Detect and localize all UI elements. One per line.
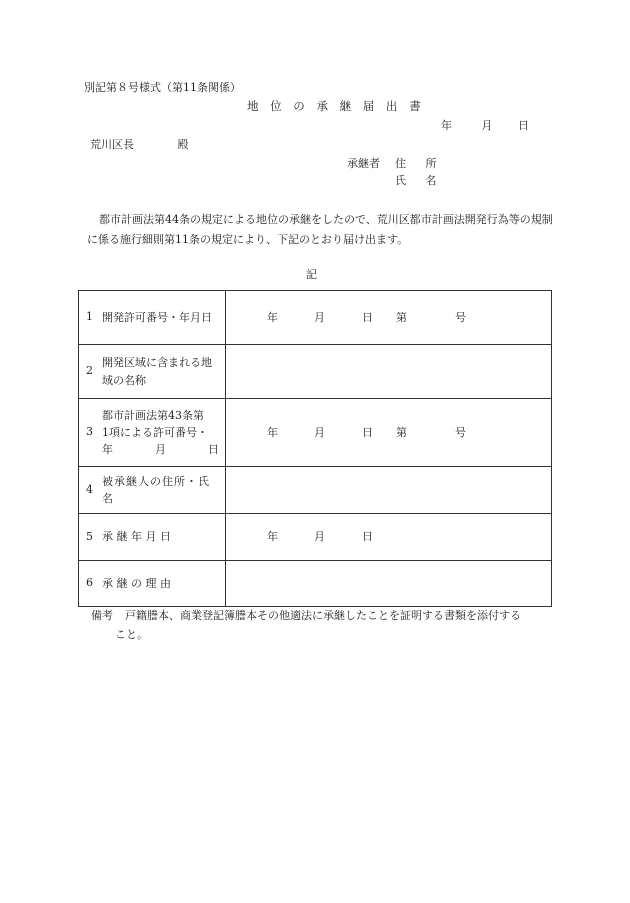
- row-label-char: 日: [208, 443, 219, 457]
- row-value-cell: [226, 561, 552, 607]
- addressee-honorific: 殿: [177, 138, 189, 151]
- value-day: 日: [362, 310, 373, 324]
- remarks-block: [91, 607, 551, 644]
- row-number: 5: [86, 529, 93, 543]
- row-label-cell: [79, 514, 226, 561]
- row-label: 開発区域に含まれる地域の名称: [102, 356, 212, 387]
- remarks-heading: 備考: [91, 609, 113, 622]
- applicant-name-label: 氏 名: [395, 173, 445, 187]
- value-month: 月: [314, 425, 325, 439]
- applicant-address-label: 住 所: [395, 157, 445, 170]
- remarks-text-continued: こと。: [115, 627, 148, 641]
- row-label-cell: [79, 561, 226, 607]
- notification-table: [78, 290, 552, 607]
- row-value-cell: [226, 467, 552, 514]
- ki-heading: 記: [306, 268, 317, 281]
- row-label-char: 承: [102, 576, 113, 590]
- row-value-cell: [226, 399, 552, 467]
- submission-date-line: [441, 118, 529, 135]
- addressee: [90, 137, 189, 154]
- value-month: 月: [314, 530, 325, 543]
- table-row: [79, 467, 552, 514]
- row-label-cell: [79, 467, 226, 514]
- row-label-char: 継: [116, 530, 128, 544]
- value-year: 年: [267, 425, 278, 439]
- value-year: 年: [267, 530, 278, 543]
- addressee-name: 荒川区長: [90, 138, 134, 151]
- value-month: 月: [314, 310, 325, 324]
- row-number: 2: [86, 364, 93, 378]
- row-value-cell: [226, 514, 552, 561]
- value-dai: 第: [396, 310, 407, 324]
- value-day: 日: [362, 425, 373, 439]
- row-number: 6: [86, 576, 93, 590]
- value-go: 号: [455, 310, 466, 324]
- table-row: [79, 291, 552, 345]
- row-number: 1: [86, 310, 93, 324]
- row-label-cell: [79, 399, 226, 467]
- value-go: 号: [455, 425, 466, 439]
- row-number: 3: [86, 425, 93, 439]
- row-number: 4: [86, 482, 93, 496]
- row-label-char: 日: [160, 530, 171, 544]
- row-label-line: 都市計画法第43条第: [102, 408, 204, 422]
- row-label: 被承継人の住所・氏 名: [102, 474, 210, 505]
- applicant-block: [347, 156, 445, 189]
- row-label-char: 継: [116, 576, 128, 590]
- row-label-char: 承: [102, 530, 113, 544]
- date-month: 月: [481, 119, 493, 132]
- value-dai: 第: [396, 425, 407, 439]
- row-label-char: 理: [145, 576, 157, 590]
- row-label-char: 月: [145, 530, 157, 544]
- row-value-cell: [226, 345, 552, 399]
- row-label-line: 1項による許可番号・: [102, 425, 208, 439]
- row-label-char: 年: [102, 443, 113, 457]
- row-label-cell: [79, 345, 226, 399]
- table-row: [79, 561, 552, 607]
- row-label-char: 月: [155, 443, 166, 457]
- document-title: 地 位 の 承 継 届 出 書: [247, 99, 425, 113]
- row-label-char: の: [131, 576, 142, 590]
- table-row: [79, 514, 552, 561]
- date-day: 日: [518, 119, 529, 132]
- date-year: 年: [441, 119, 452, 132]
- row-label: 開発許可番号・年月日: [102, 310, 212, 324]
- row-label-char: 年: [131, 530, 142, 544]
- row-label-char: 由: [160, 576, 171, 590]
- row-label-cell: [79, 291, 226, 345]
- row-value-cell: [226, 291, 552, 345]
- value-year: 年: [267, 310, 278, 324]
- remarks-text: 戸籍謄本、商業登記簿謄本その他適法に承継したことを証明する書類を添付する: [125, 609, 521, 622]
- applicant-role: 承継者: [347, 157, 380, 170]
- table-row: [79, 399, 552, 467]
- form-number-label: 別記第８号様式（第11条関係）: [84, 81, 241, 94]
- body-paragraph: 都市計画法第44条の規定による地位の承継をしたので、荒川区都市計画法開発行為等の規制に係る施行細則第11条の規定により、下記のとおり届け出ます。: [87, 213, 553, 246]
- value-day: 日: [362, 530, 373, 543]
- table-row: [79, 345, 552, 399]
